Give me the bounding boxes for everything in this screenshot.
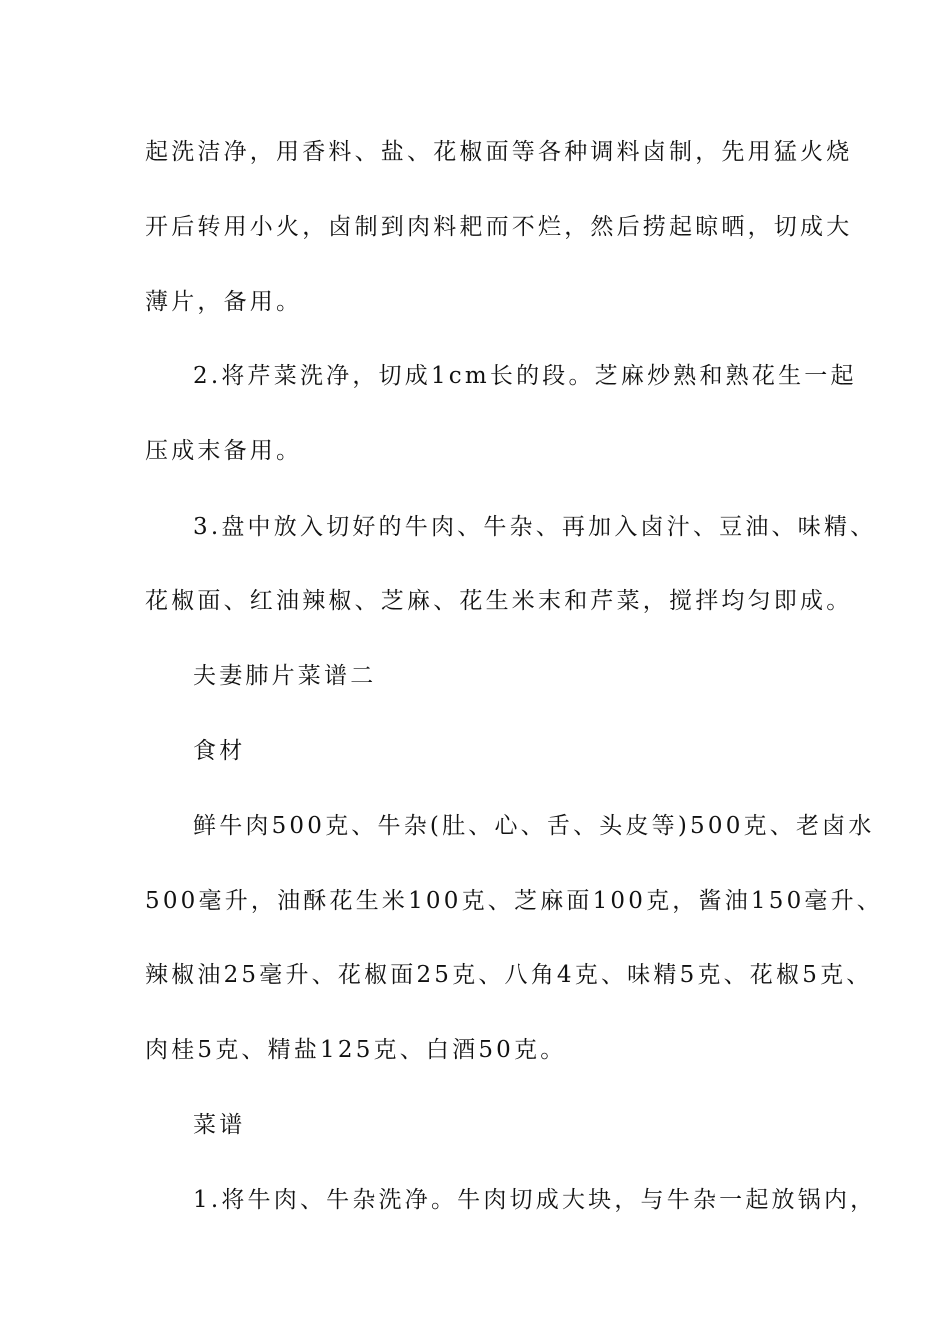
paragraph-line: 鲜牛肉500克、牛杂(肚、心、舌、头皮等)500克、老卤水 <box>193 813 875 839</box>
section-heading: 夫妻肺片菜谱二 <box>193 663 377 689</box>
paragraph-line: 薄片，备用。 <box>145 289 303 315</box>
section-heading: 食材 <box>193 738 246 764</box>
paragraph-line: 500毫升，油酥花生米100克、芝麻面100克，酱油150毫升、 <box>145 888 883 914</box>
section-heading: 菜谱 <box>193 1112 246 1138</box>
paragraph-line: 辣椒油25毫升、花椒面25克、八角4克、味精5克、花椒5克、 <box>145 962 873 988</box>
paragraph-line: 花椒面、红油辣椒、芝麻、花生米末和芹菜，搅拌均匀即成。 <box>145 588 853 614</box>
step-line: 3.盘中放入切好的牛肉、牛杂、再加入卤汁、豆油、味精、 <box>193 514 877 540</box>
step-line: 1.将牛肉、牛杂洗净。牛肉切成大块，与牛杂一起放锅内， <box>193 1187 877 1213</box>
paragraph-line: 开后转用小火，卤制到肉料耙而不烂，然后捞起晾晒，切成大 <box>145 214 853 240</box>
paragraph-line: 起洗洁净，用香料、盐、花椒面等各种调料卤制，先用猛火烧 <box>145 139 853 165</box>
paragraph-line: 肉桂5克、精盐125克、白酒50克。 <box>145 1037 567 1063</box>
paragraph-line: 压成末备用。 <box>145 438 303 464</box>
step-line: 2.将芹菜洗净，切成1cm长的段。芝麻炒熟和熟花生一起 <box>193 363 857 389</box>
